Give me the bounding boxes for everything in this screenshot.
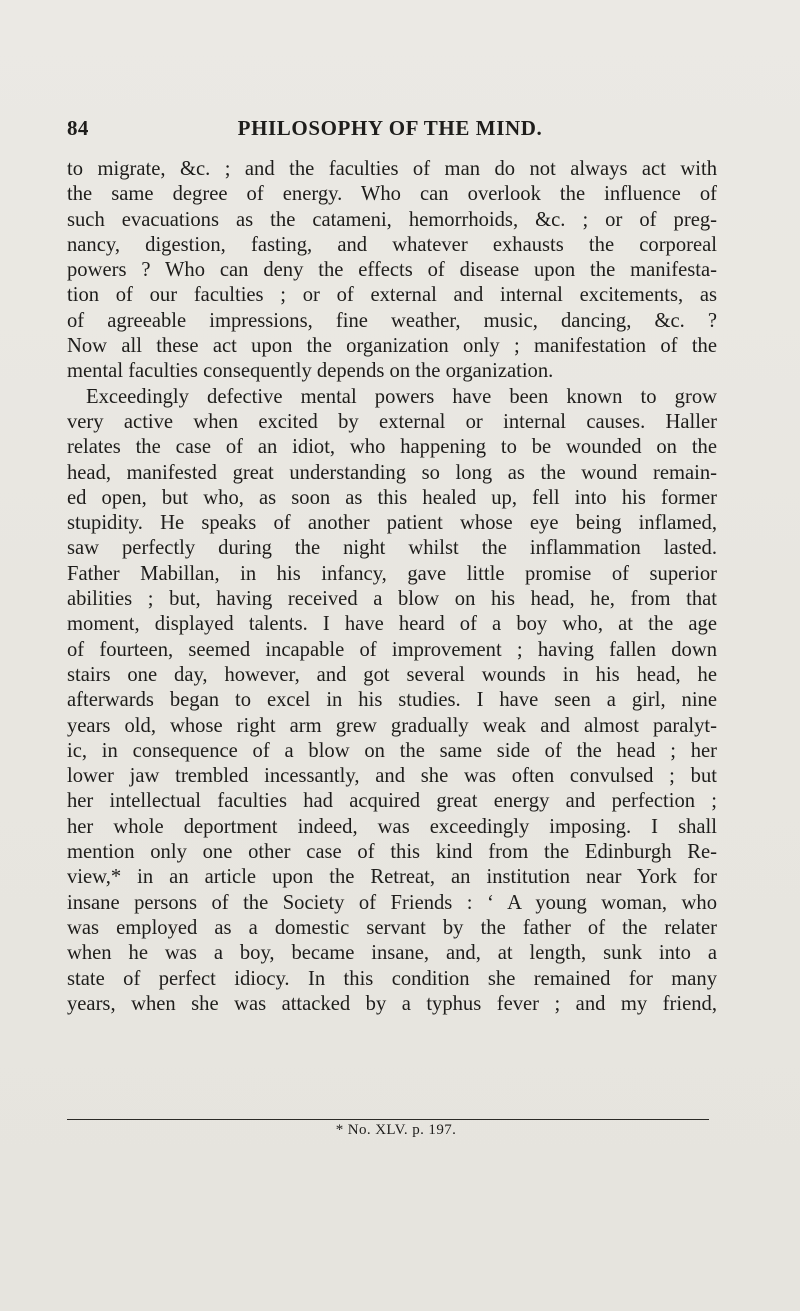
text-line: view,* in an article upon the Retreat, an institution near York for bbox=[67, 866, 717, 889]
text-line: relates the case of an idiot, who happening to be wounded on the bbox=[67, 436, 717, 459]
text-line: such evacuations as the catameni, hemorrhoids, &c. ; or of preg- bbox=[67, 208, 717, 231]
body-text bbox=[67, 157, 717, 1017]
text-line: the same degree of energy. Who can overlook the influence of bbox=[67, 183, 717, 206]
text-line: moment, displayed talents. I have heard of a boy who, at the age bbox=[67, 613, 717, 636]
text-line: insane persons of the Society of Friends : ‘ A young woman, who bbox=[67, 891, 717, 914]
text-line: mention only one other case of this kind from the Edinburgh Re- bbox=[67, 841, 717, 864]
text-line: Father Mabillan, in his infancy, gave little promise of superior bbox=[67, 562, 717, 585]
text-line: of agreeable impressions, fine weather, music, dancing, &c. ? bbox=[67, 309, 717, 332]
text-line: when he was a boy, became insane, and, at length, sunk into a bbox=[67, 942, 717, 965]
text-line: her whole deportment indeed, was exceedingly imposing. I shall bbox=[67, 815, 717, 838]
page-number: 84 bbox=[67, 116, 89, 140]
text-line: head, manifested great understanding so long as the wound remain- bbox=[67, 461, 717, 484]
text-line: years, when she was attacked by a typhus fever ; and my friend, bbox=[67, 992, 717, 1015]
text-line: Now all these act upon the organization only ; manifestation of the bbox=[67, 335, 717, 358]
text-line: state of perfect idiocy. In this condition she remained for many bbox=[67, 967, 717, 990]
text-line: to migrate, &c. ; and the faculties of man do not always act with bbox=[67, 158, 717, 180]
text-line: her intellectual faculties had acquired great energy and perfection ; bbox=[67, 790, 717, 813]
text-line: stairs one day, however, and got several wounds in his head, he bbox=[67, 663, 717, 686]
text-line: tion of our faculties ; or of external and internal excitements, as bbox=[67, 284, 717, 307]
text-line: saw perfectly during the night whilst the inflammation lasted. bbox=[67, 537, 717, 560]
text-line: powers ? Who can deny the effects of disease upon the manifesta- bbox=[67, 259, 717, 282]
text-line: mental faculties consequently depends on the organization. bbox=[67, 360, 554, 383]
text-line: nancy, digestion, fasting, and whatever exhausts the corporeal bbox=[67, 233, 717, 256]
text-line: ed open, but who, as soon as this healed up, fell into his former bbox=[67, 486, 717, 509]
running-head bbox=[67, 116, 713, 142]
text-line: stupidity. He speaks of another patient whose eye being inflamed, bbox=[67, 512, 717, 535]
text-line: ic, in consequence of a blow on the same side of the head ; her bbox=[67, 739, 717, 762]
text-line: years old, whose right arm grew gradually weak and almost paralyt- bbox=[67, 714, 717, 737]
running-title: PHILOSOPHY OF THE MIND. bbox=[237, 116, 543, 140]
paragraph-first-line: Exceedingly defective mental powers have been known to grow bbox=[86, 385, 717, 408]
text-line: of fourteen, seemed incapable of improvement ; having fallen down bbox=[67, 638, 717, 661]
footnote bbox=[0, 1122, 800, 1139]
text-line: afterwards began to excel in his studies. I have seen a girl, nine bbox=[67, 689, 717, 712]
text-line: very active when excited by external or internal causes. Haller bbox=[67, 410, 717, 433]
text-line: was employed as a domestic servant by the father of the relater bbox=[67, 916, 717, 939]
footnote-divider bbox=[67, 1119, 709, 1120]
text-line: abilities ; but, having received a blow on his head, he, from that bbox=[67, 588, 717, 611]
text-line: lower jaw trembled incessantly, and she was often convulsed ; but bbox=[67, 765, 717, 788]
footnote-text: * No. XLV. p. 197. bbox=[335, 1122, 457, 1138]
